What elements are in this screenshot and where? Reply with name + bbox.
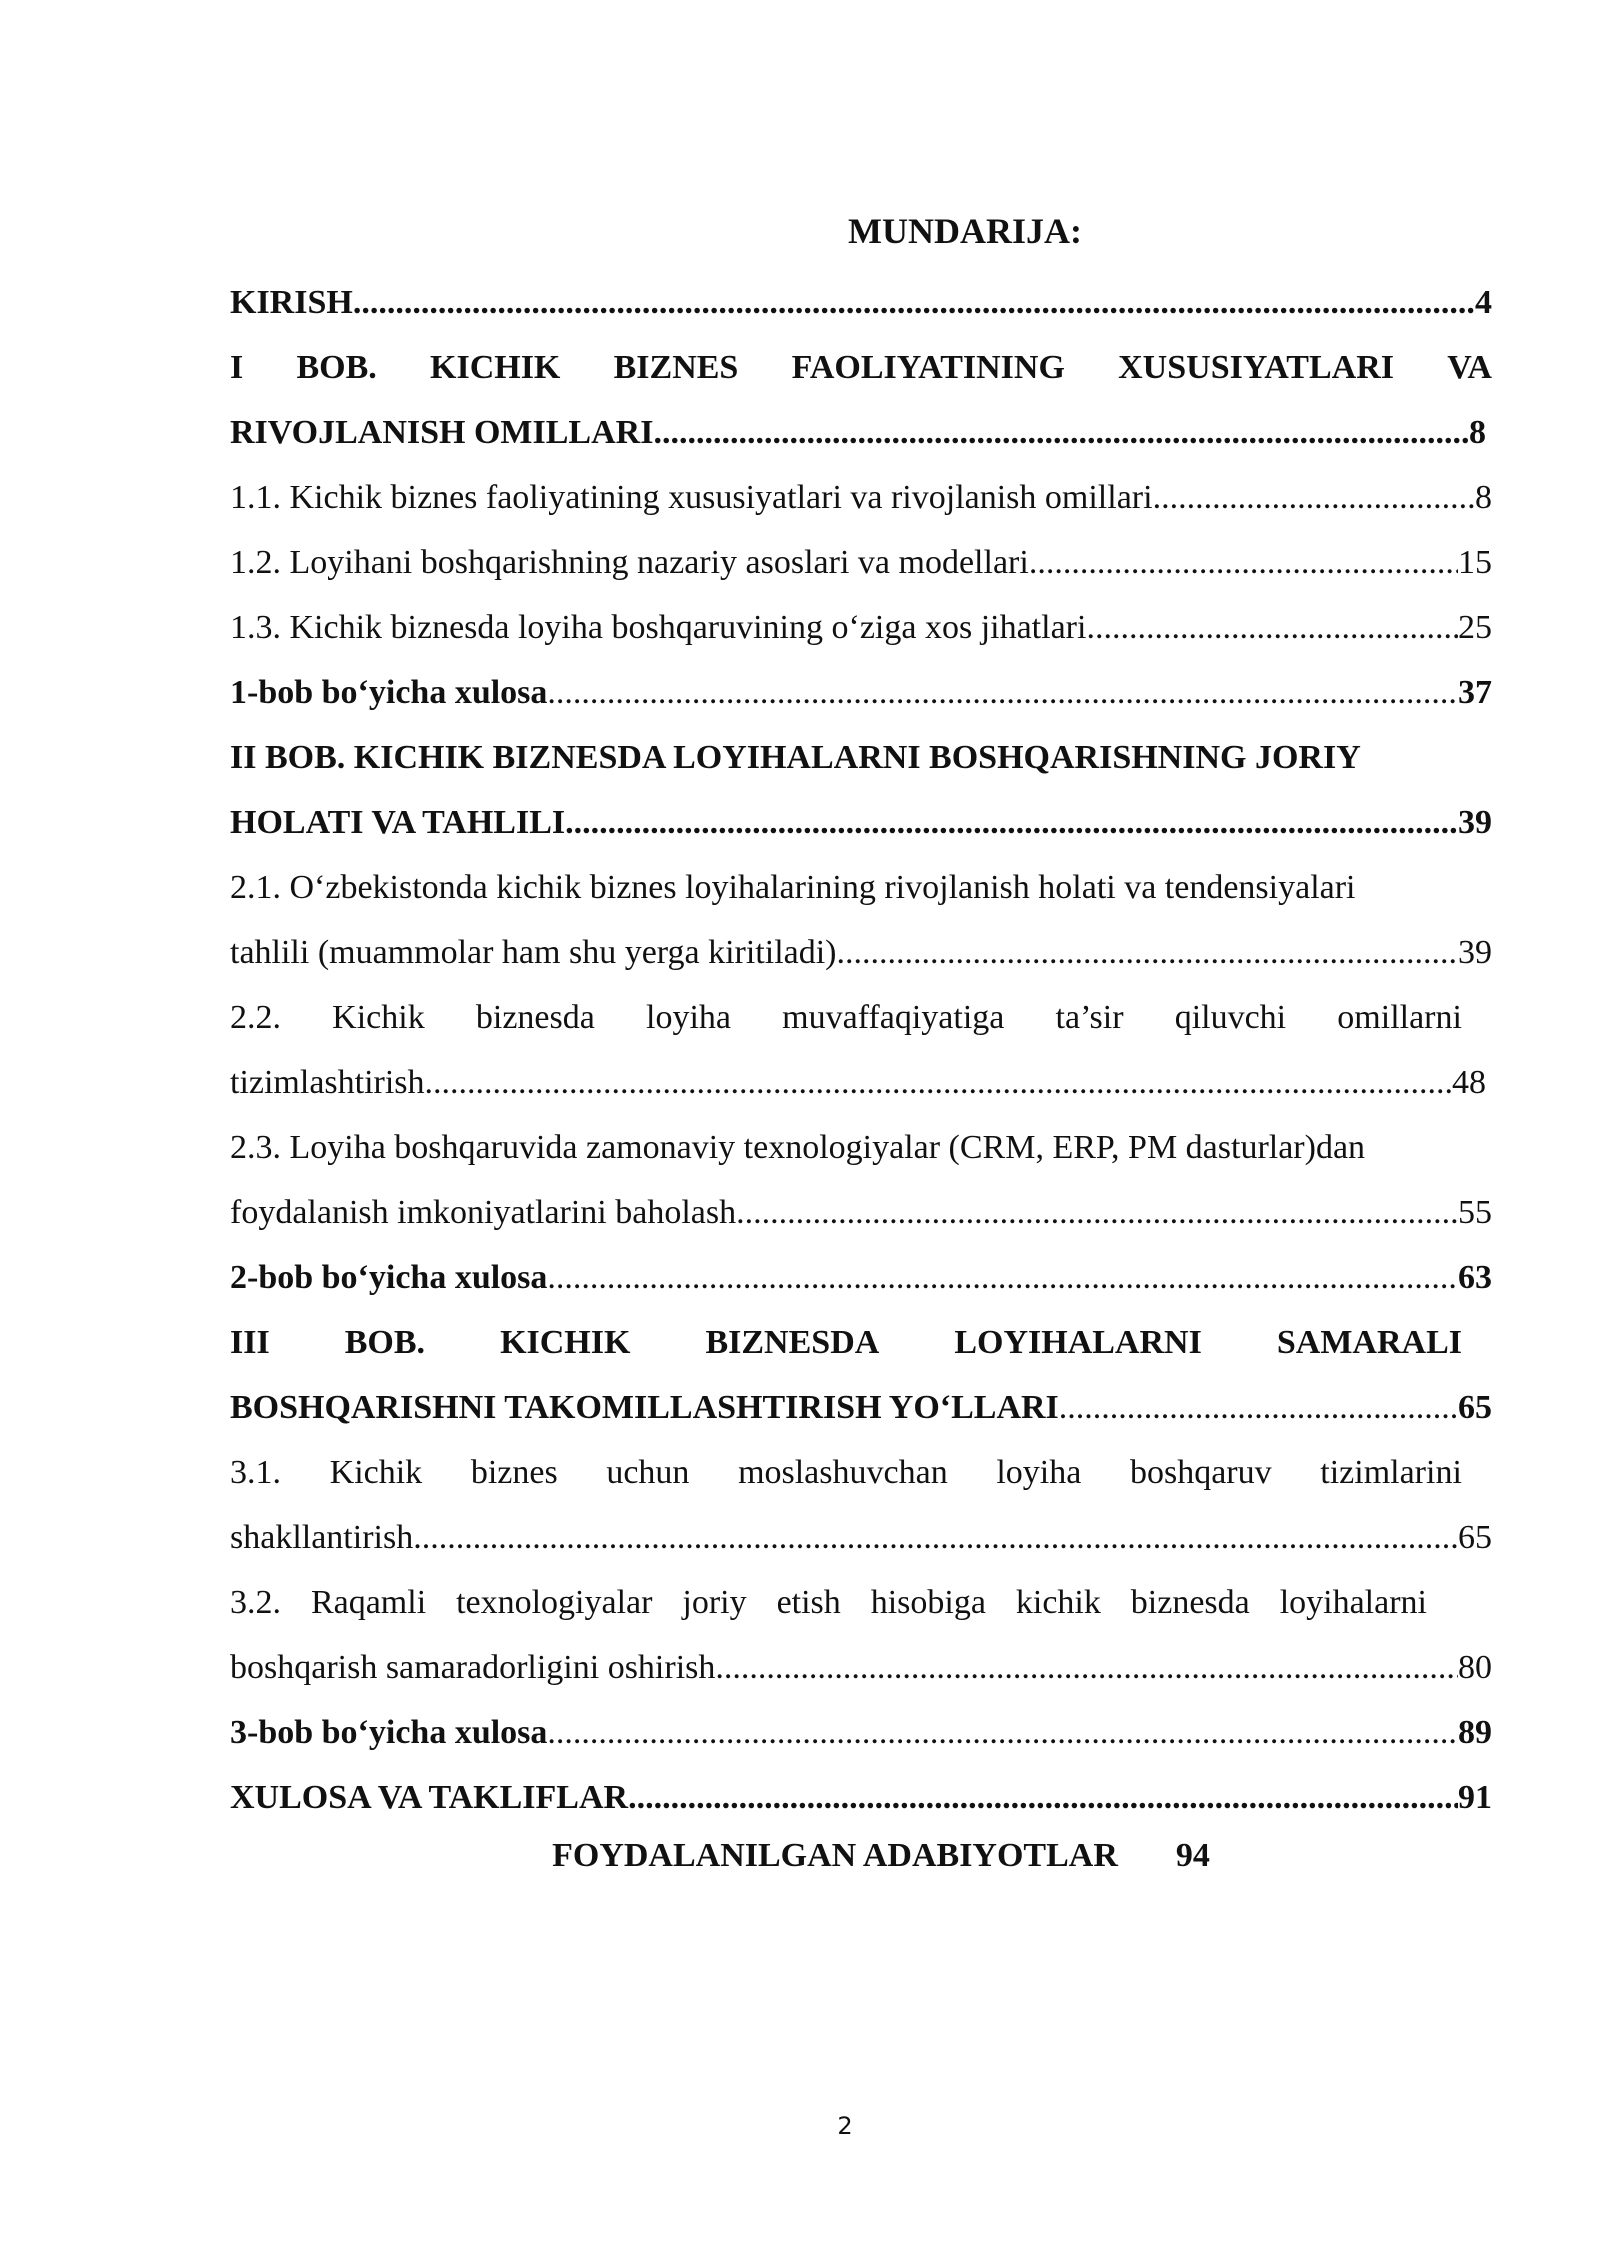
- toc-entry-chapter-2-conclusion[interactable]: [230, 1245, 1492, 1310]
- toc-entry-page: 80: [1458, 1649, 1492, 1686]
- dot-leader: [425, 1050, 1452, 1115]
- section-word: 2.2.: [230, 999, 281, 1036]
- toc-entry-page: 65: [1458, 1519, 1492, 1556]
- toc-entry-page: 15: [1458, 544, 1492, 581]
- toc-entry-page: 89: [1458, 1714, 1492, 1751]
- section-word: uchun: [606, 1454, 690, 1491]
- toc-entry-text: 1.3. Kichik biznesda loyiha boshqaruvining o‘ziga xos jihatlari: [230, 609, 1087, 646]
- toc-entry-chapter-3[interactable]: [230, 1375, 1492, 1440]
- heading-word: BIZNESDA: [705, 1324, 880, 1361]
- toc-entry-text: FOYDALANILGAN ADABIYOTLAR: [552, 1837, 1118, 1874]
- section-word: muvaffaqiyatiga: [782, 999, 1005, 1036]
- dot-leader: [1029, 530, 1458, 595]
- toc-entry-page: 65: [1458, 1389, 1492, 1426]
- heading-word: BIZNES: [613, 349, 739, 386]
- dot-leader: [1086, 595, 1458, 660]
- heading-word: I: [230, 349, 244, 386]
- toc-entry-page: 39: [1458, 934, 1492, 971]
- heading-word: KICHIK: [500, 1324, 631, 1361]
- dot-leader: [628, 1765, 1458, 1830]
- dot-leader: [837, 920, 1458, 985]
- section-word: moslashuvchan: [738, 1454, 948, 1491]
- section-word: biznesda: [475, 999, 595, 1036]
- heading-word: FAOLIYATINING: [791, 349, 1065, 386]
- toc-entry-text: XULOSA VA TAKLIFLAR: [230, 1779, 629, 1816]
- dot-leader: [547, 1245, 1458, 1310]
- dot-leader: [653, 400, 1469, 465]
- heading-word: III: [230, 1324, 270, 1361]
- section-word: hisobiga: [870, 1584, 986, 1621]
- section-text: 2.3. Loyiha boshqaruvida zamonaviy texnologiyalar (CRM, ERP, PM dasturlar)dan: [230, 1129, 1366, 1166]
- section-word: loyihalarni: [1279, 1584, 1427, 1621]
- toc-entry-text: tizimlashtirish: [230, 1064, 425, 1101]
- toc-entry-text: shakllantirish: [230, 1519, 414, 1556]
- toc-section-2-1-line[interactable]: [230, 855, 1492, 920]
- section-word: omillarni: [1337, 999, 1462, 1036]
- section-word: 3.2.: [230, 1584, 281, 1621]
- section-word: etish: [776, 1584, 841, 1621]
- toc-entry-page: 4: [1475, 284, 1492, 321]
- toc-entry-page: 94: [1175, 1837, 1210, 1874]
- toc-entry-text: RIVOJLANISH OMILLARI: [230, 414, 654, 451]
- heading-word: BOB.: [296, 349, 377, 386]
- toc-entry-text: 1.1. Kichik biznes faoliyatining xususiyatlari va rivojlanish omillari: [230, 479, 1153, 516]
- toc-entry-1-3[interactable]: [230, 595, 1492, 660]
- dot-leader: [1153, 465, 1475, 530]
- dot-leader: [736, 1180, 1458, 1245]
- toc-entry-text: 3-bob bo‘yicha xulosa: [230, 1714, 548, 1751]
- toc-entry-text: 2-bob bo‘yicha xulosa: [230, 1259, 548, 1296]
- toc-entry-text: tahlili (muammolar ham shu yerga kiritiladi): [230, 934, 837, 971]
- toc-entry-page: 39: [1458, 804, 1492, 841]
- toc-entry-text: BOSHQARISHNI TAKOMILLASHTIRISH YO‘LLARI: [230, 1389, 1059, 1426]
- heading-word: SAMARALI: [1276, 1324, 1462, 1361]
- toc-entry-page: 63: [1458, 1259, 1492, 1296]
- heading-word: BOB.: [344, 1324, 426, 1361]
- section-word: loyiha: [646, 999, 731, 1036]
- section-word: 3.1.: [230, 1454, 281, 1491]
- heading-text: II BOB. KICHIK BIZNESDA LOYIHALARNI BOSHQARISHNING JORIY: [230, 739, 1361, 776]
- toc-entry-text: boshqarish samaradorligini oshirish: [230, 1649, 716, 1686]
- toc-entry-references[interactable]: [230, 1830, 1492, 1882]
- toc-chapter-2-heading-line[interactable]: [230, 725, 1492, 790]
- toc-entry-chapter-3-conclusion[interactable]: [230, 1700, 1492, 1765]
- section-word: boshqaruv: [1129, 1454, 1272, 1491]
- heading-word: KICHIK: [430, 349, 561, 386]
- dot-leader: [547, 660, 1458, 725]
- toc-entry-2-1[interactable]: [230, 920, 1492, 985]
- section-word: biznes: [470, 1454, 558, 1491]
- toc-entry-page: 37: [1458, 674, 1492, 711]
- dot-leader: [547, 1700, 1458, 1765]
- toc-entry-conclusions[interactable]: [230, 1765, 1492, 1830]
- section-word: texnologiyalar: [456, 1584, 653, 1621]
- dot-leader: [413, 1505, 1458, 1570]
- toc-entry-3-1[interactable]: [230, 1505, 1492, 1570]
- heading-word: LOYIHALARNI: [954, 1324, 1202, 1361]
- dot-leader: [715, 1635, 1458, 1700]
- section-word: joriy: [682, 1584, 747, 1621]
- section-word: Kichik: [332, 999, 425, 1036]
- toc-entry-text: HOLATI VA TAHLILI: [230, 804, 566, 841]
- toc-entry-page: 8: [1475, 479, 1492, 516]
- page-number: 2: [837, 2112, 853, 2140]
- toc-entry-page: 55: [1458, 1194, 1492, 1231]
- toc-entry-page: 91: [1458, 1779, 1492, 1816]
- toc-entry-page: 25: [1458, 609, 1492, 646]
- dot-leader: [565, 790, 1458, 855]
- dot-leader: [353, 270, 1475, 335]
- toc-entry-2-2[interactable]: [230, 1050, 1492, 1115]
- section-word: Kichik: [329, 1454, 423, 1491]
- toc-entry-page: 8: [1469, 414, 1486, 451]
- toc-entry-chapter-2[interactable]: [230, 790, 1492, 855]
- toc-entry-1-1[interactable]: [230, 465, 1492, 530]
- toc-entry-1-2[interactable]: [230, 530, 1492, 595]
- toc-entry-chapter-1-conclusion[interactable]: [230, 660, 1492, 725]
- toc-section-2-2-line[interactable]: [230, 985, 1492, 1050]
- heading-word: VA: [1447, 349, 1492, 386]
- toc-entry-text: foydalanish imkoniyatlarini baholash: [230, 1194, 737, 1231]
- section-word: ta’sir: [1055, 999, 1124, 1036]
- section-word: kichik: [1015, 1584, 1101, 1621]
- dot-leader: [1059, 1375, 1458, 1440]
- table-of-contents: [230, 270, 1492, 1882]
- section-word: qiluvchi: [1174, 999, 1287, 1036]
- section-word: tizimlarini: [1320, 1454, 1462, 1491]
- section-word: loyiha: [996, 1454, 1082, 1491]
- toc-entry-text: KIRISH: [230, 284, 353, 321]
- toc-chapter-1-heading-line[interactable]: [230, 335, 1492, 400]
- section-word: Raqamli: [310, 1584, 427, 1621]
- toc-entry-text: 1.2. Loyihani boshqarishning nazariy asoslari va modellari: [230, 544, 1029, 581]
- toc-section-3-2-line[interactable]: [230, 1570, 1492, 1635]
- section-text: 2.1. O‘zbekistonda kichik biznes loyihalarining rivojlanish holati va tendensiyalari: [230, 869, 1356, 906]
- toc-chapter-3-heading-line[interactable]: [230, 1310, 1492, 1375]
- toc-entry-text: 1-bob bo‘yicha xulosa: [230, 674, 548, 711]
- toc-section-3-1-line[interactable]: [230, 1440, 1492, 1505]
- toc-entry-2-3[interactable]: [230, 1180, 1492, 1245]
- toc-title: MUNDARIJA:: [848, 211, 1082, 251]
- toc-section-2-3-line[interactable]: [230, 1115, 1492, 1180]
- toc-entry-page: 48: [1452, 1064, 1486, 1101]
- toc-entry-chapter-1[interactable]: [230, 400, 1492, 465]
- heading-word: XUSUSIYATLARI: [1118, 349, 1394, 386]
- toc-entry-kirish[interactable]: [230, 270, 1492, 335]
- section-word: biznesda: [1130, 1584, 1250, 1621]
- toc-entry-3-2[interactable]: [230, 1635, 1492, 1700]
